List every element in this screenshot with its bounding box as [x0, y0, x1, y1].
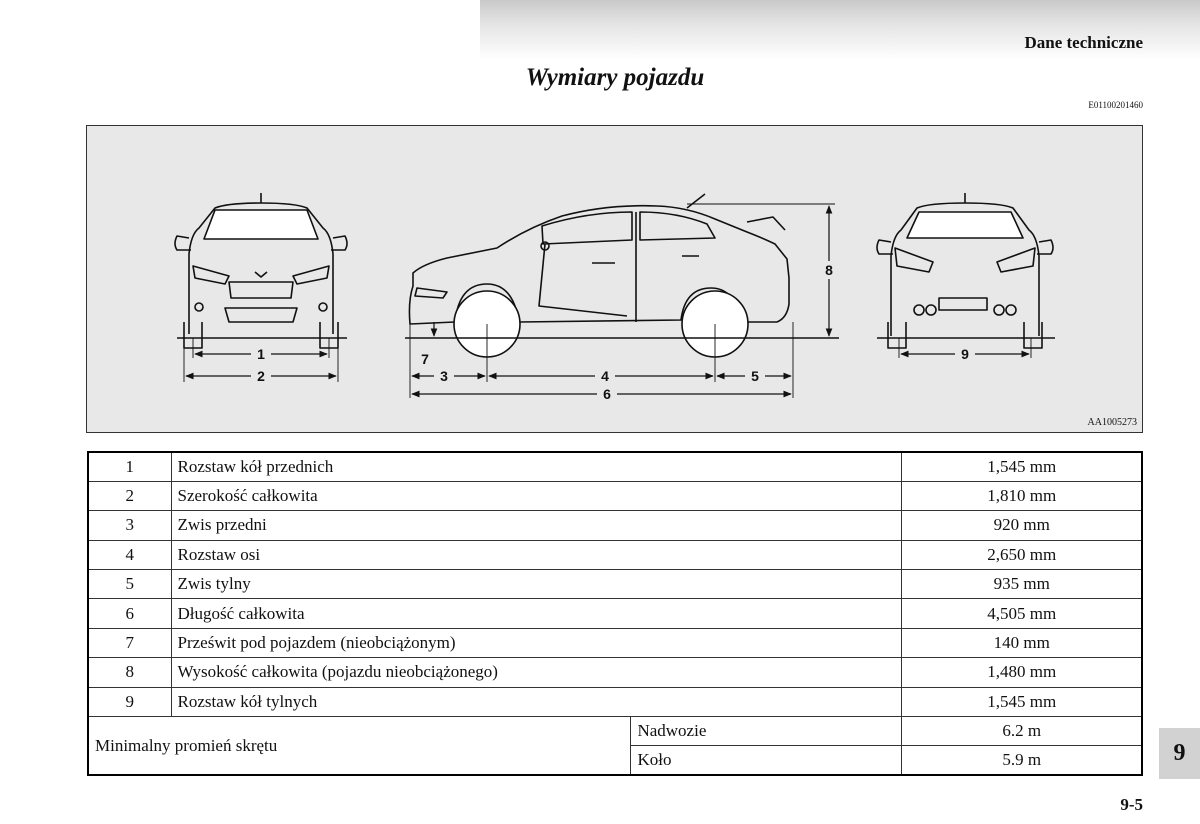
callout-9: 9 — [961, 346, 969, 362]
turning-radius-label: Minimalny promień skrętu — [88, 717, 631, 776]
callout-3: 3 — [440, 368, 448, 384]
row-value: 140 mm — [902, 628, 1142, 657]
row-label: Szerokość całkowita — [171, 481, 902, 510]
callout-7: 7 — [421, 351, 429, 367]
row-number: 7 — [88, 628, 171, 657]
turning-wheel-value: 5.9 m — [902, 746, 1142, 775]
callout-6: 6 — [603, 386, 611, 402]
row-value: 1,480 mm — [902, 658, 1142, 687]
table-row — [88, 570, 1142, 599]
row-label: Wysokość całkowita (pojazdu nieobciążonego) — [171, 658, 902, 687]
table-row — [88, 599, 1142, 628]
row-number: 1 — [88, 452, 171, 481]
figure-code: AA1005273 — [1087, 417, 1137, 428]
turning-body-label: Nadwozie — [631, 717, 902, 746]
row-value: 1,545 mm — [902, 687, 1142, 716]
table-row — [88, 717, 1142, 746]
dimensions-table — [87, 451, 1143, 776]
section-title: Dane techniczne — [1024, 33, 1143, 52]
table-row — [88, 452, 1142, 481]
row-value: 935 mm — [902, 570, 1142, 599]
row-label: Zwis tylny — [171, 570, 902, 599]
row-number: 8 — [88, 658, 171, 687]
table-row — [88, 687, 1142, 716]
row-label: Długość całkowita — [171, 599, 902, 628]
row-label: Rozstaw osi — [171, 540, 902, 569]
row-value: 1,545 mm — [902, 452, 1142, 481]
table-row — [88, 481, 1142, 510]
row-number: 4 — [88, 540, 171, 569]
row-label: Zwis przedni — [171, 511, 902, 540]
rear-view-car — [877, 193, 1053, 348]
table-row — [88, 628, 1142, 657]
callout-5: 5 — [751, 368, 759, 384]
table-row — [88, 540, 1142, 569]
vehicle-dimensions-figure — [86, 125, 1143, 433]
vehicle-drawing — [87, 126, 1144, 434]
chapter-tab: 9 — [1159, 728, 1200, 779]
turning-wheel-label: Koło — [631, 746, 902, 775]
callout-8: 8 — [825, 262, 833, 278]
row-number: 3 — [88, 511, 171, 540]
front-view-car — [175, 193, 347, 348]
row-label: Prześwit pod pojazdem (nieobciążonym) — [171, 628, 902, 657]
document-code: E01100201460 — [1088, 100, 1143, 110]
table-row — [88, 511, 1142, 540]
callout-4: 4 — [601, 368, 609, 384]
row-value: 1,810 mm — [902, 481, 1142, 510]
turning-body-value: 6.2 m — [902, 717, 1142, 746]
table-row — [88, 658, 1142, 687]
callout-1: 1 — [257, 346, 265, 362]
row-value: 920 mm — [902, 511, 1142, 540]
callout-2: 2 — [257, 368, 265, 384]
row-number: 6 — [88, 599, 171, 628]
row-number: 5 — [88, 570, 171, 599]
page-number: 9-5 — [1120, 795, 1143, 814]
side-view-car — [409, 194, 789, 357]
row-label: Rozstaw kół tylnych — [171, 687, 902, 716]
row-value: 2,650 mm — [902, 540, 1142, 569]
row-number: 9 — [88, 687, 171, 716]
row-value: 4,505 mm — [902, 599, 1142, 628]
row-number: 2 — [88, 481, 171, 510]
page-title: Wymiary pojazdu — [525, 64, 705, 91]
row-label: Rozstaw kół przednich — [171, 452, 902, 481]
